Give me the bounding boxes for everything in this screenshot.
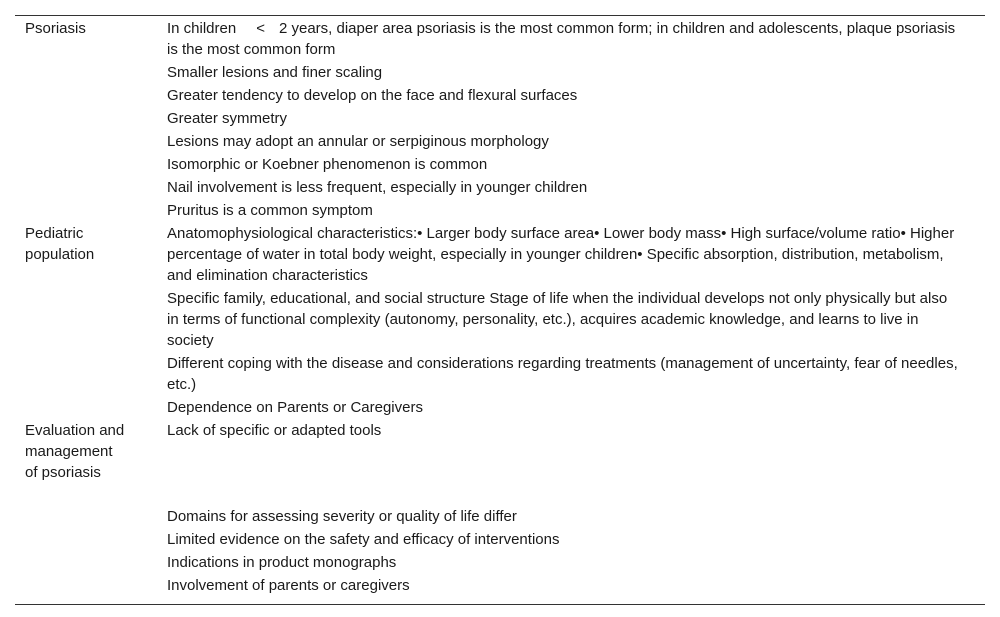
description-cell: Anatomophysiological characteristics:• Larger body surface area• Lower body mass• High surface/volume ratio• Higher percentage of water in total body weight, especially in younger children• Specific absorption, distribution, metabolism, and elimination characteristics (167, 225, 955, 284)
description-cell: Nail involvement is less frequent, especially in younger children (167, 179, 588, 196)
description-cell: Specific family, educational, and social structure Stage of life when the individual develops not only physically but also in terms of functional complexity (autonomy, personality, etc.), acquires academic knowledge, and learns to live in society (167, 290, 948, 349)
table-row (15, 17, 985, 61)
description-cell: Greater tendency to develop on the face and flexural surfaces (167, 87, 578, 104)
description-cell: Involvement of parents or caregivers (167, 577, 410, 594)
description-text: In children (167, 20, 237, 37)
description-cell: Different coping with the disease and considerations regarding treatments (management of uncertainty, fear of needles, etc.) (167, 355, 958, 393)
description-cell: Indications in product monographs (167, 554, 397, 571)
less-than-symbol: < (256, 20, 265, 37)
table-row (15, 419, 985, 505)
description-cell (167, 17, 985, 61)
category-cell-evaluation-management (15, 419, 167, 597)
description-cell: Dependence on Parents or Caregivers (167, 399, 423, 416)
table (15, 17, 985, 597)
table-row (15, 222, 985, 287)
category-label: Pediatric population (25, 225, 95, 263)
category-label: Psoriasis (25, 20, 86, 37)
description-cell: Smaller lesions and finer scaling (167, 64, 383, 81)
description-cell: Lack of specific or adapted tools (167, 422, 382, 439)
description-cell: Lesions may adopt an annular or serpiginous morphology (167, 133, 549, 150)
description-text: 2 years, diaper area psoriasis is the most common form; in children and adolescents, plaque psoriasis is the most common form (167, 20, 956, 58)
pediatric-psoriasis-table (15, 15, 985, 605)
category-cell-pediatric-population (15, 222, 167, 419)
category-label: Evaluation and management of psoriasis (25, 422, 125, 481)
description-cell: Pruritus is a common symptom (167, 202, 373, 219)
description-cell: Limited evidence on the safety and efficacy of interventions (167, 531, 560, 548)
description-cell: Isomorphic or Koebner phenomenon is common (167, 156, 488, 173)
description-cell: Domains for assessing severity or quality of life differ (167, 508, 517, 525)
category-cell-psoriasis (15, 17, 167, 222)
description-cell: Greater symmetry (167, 110, 288, 127)
